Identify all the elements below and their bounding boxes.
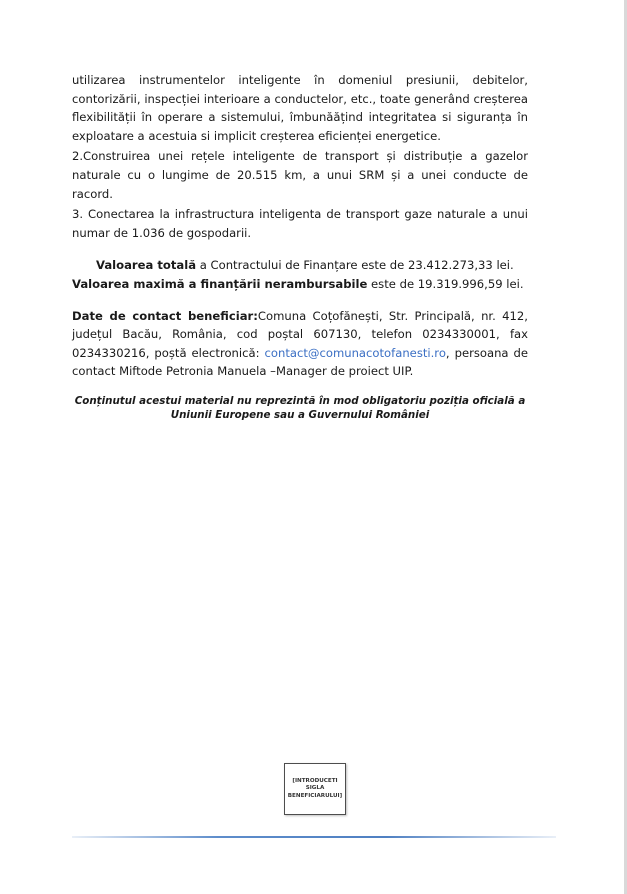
intro-paragraph: utilizarea instrumentelor inteligente în domeniul presiunii, debitelor, contorizării, inspecției interioare a conductelor, etc., toate generând creșterea flexibilității în operare a sistemului, îmbunăățind integritatea si siguranța în exploatare a acestuia si implicit creșterea eficienței energetice. (72, 73, 528, 143)
total-value-text: a Contractului de Finanțare este de 23.412.273,33 lei. (196, 258, 514, 273)
beneficiary-logo-placeholder: [INTRODUCETI SIGLA BENEFICIARULUI] (284, 763, 346, 815)
total-value-label: Valoarea totală (96, 258, 197, 273)
contact-label: Date de contact beneficiar: (72, 308, 258, 323)
total-value-line (72, 256, 528, 275)
max-grant-text: este de 19.319.996,59 lei. (367, 276, 524, 291)
max-grant-line (72, 275, 528, 294)
list-item-2: 2.Construirea unei rețele inteligente de transport și distribuție a gazelor naturale cu o lungime de 20.515 km, a unui SRM și a unei conducte de racord. (72, 149, 528, 201)
contact-text-before-email: Comuna Coțofănești, Str. Principală, nr. 412, județul Bacău, România, cod poștal 607130, telefon 0234330001, fax 0234330216, poștă electronică: (72, 308, 528, 360)
contact-email-link[interactable]: contact@comunacotofanesti.ro (264, 345, 446, 360)
footer-divider (72, 836, 556, 838)
document-body (72, 71, 528, 422)
max-grant-label: Valoarea maximă a finanțării nerambursabile (72, 276, 368, 291)
contact-text-after-email: , persoana de contact Miftode Petronia Manuela –Manager de proiect UIP. (72, 345, 529, 379)
list-item-3: 3. Conectarea la infrastructura inteligenta de transport gaze naturale a unui numar de 1.036 de gospodarii. (72, 207, 528, 240)
contact-paragraph (72, 307, 528, 381)
eu-disclaimer: Conținutul acestui material nu reprezintă în mod obligatoriu poziția oficială a Uniunii Europene sau a Guvernului României (74, 394, 526, 421)
